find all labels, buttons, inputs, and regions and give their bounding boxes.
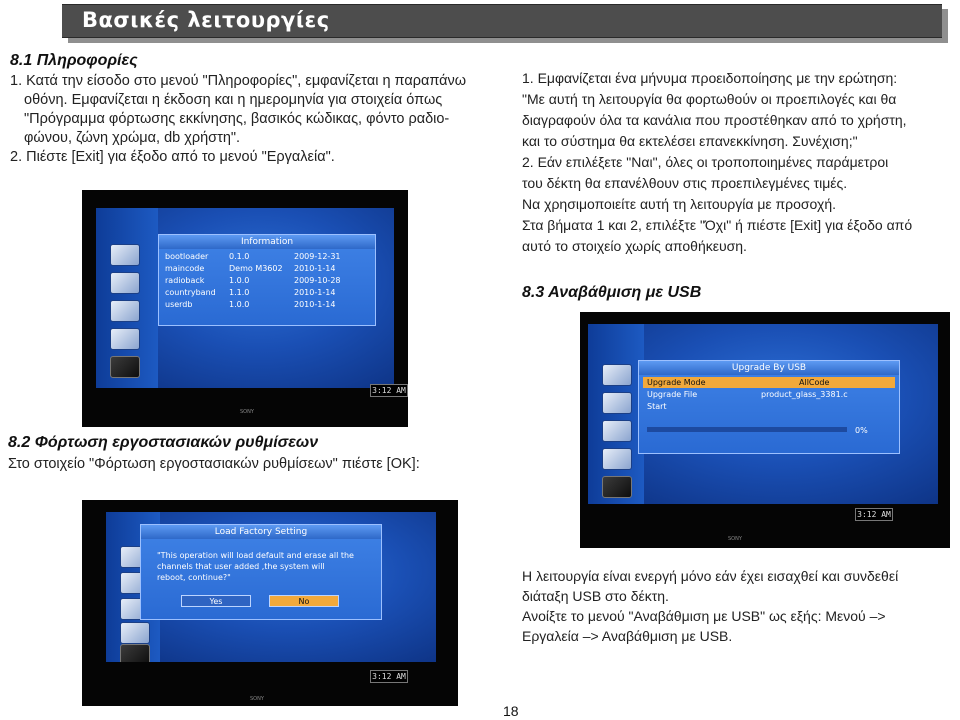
section-8-1-text xyxy=(10,72,466,167)
progress-percent: 0% xyxy=(855,426,868,435)
brand-logo: SONY xyxy=(240,409,254,415)
clock-display: 3:12 AM xyxy=(370,670,408,683)
channel-icon xyxy=(602,364,632,386)
brand-logo: SONY xyxy=(250,696,264,702)
dialog-message-line: channels that user added ,the system will xyxy=(157,562,325,571)
row-version: 1.0.0 xyxy=(229,300,250,309)
information-window xyxy=(158,234,376,326)
window-title: Information xyxy=(159,235,375,249)
page-number: 18 xyxy=(503,703,519,719)
info-row xyxy=(165,300,335,309)
settings-icon xyxy=(602,420,632,442)
row-version: 1.0.0 xyxy=(229,276,250,285)
upgrade-file-value: product_glass_3381.c xyxy=(761,390,848,399)
settings-icon xyxy=(110,300,140,322)
info-screenshot xyxy=(82,190,408,427)
text-line: "Με αυτή τη λειτουργία θα φορτωθούν οι προεπιλογές και θα xyxy=(522,91,897,107)
row-version: 0.1.0 xyxy=(229,252,250,261)
text-line: "Πρόγραμμα φόρτωσης εκκίνησης, βασικός κώδικας, φόντο ραδιο- xyxy=(24,111,450,127)
info-row xyxy=(165,252,341,261)
media-icon xyxy=(110,356,140,378)
row-version: 1.1.0 xyxy=(229,288,250,297)
text-line: διάταξη USB στο δέκτη. xyxy=(522,588,669,604)
dialog-message-line: "This operation will load default and erase all the xyxy=(157,551,354,560)
brand-logo: SONY xyxy=(728,536,742,542)
factory-setting-dialog xyxy=(140,524,382,620)
text-line: 1. Κατά την είσοδο στο μενού "Πληροφορίες", εμφανίζεται η παραπάνω xyxy=(10,73,467,89)
row-name: userdb xyxy=(165,300,193,309)
row-date: 2010-1-14 xyxy=(294,288,336,297)
text-line: 1. Εμφανίζεται ένα μήνυμα προειδοποίησης με την ερώτηση: xyxy=(522,70,898,86)
tv-screen xyxy=(588,324,938,504)
text-line: Στα βήματα 1 και 2, επιλέξτε "Όχι" ή πιέστε [Exit] για έξοδο από xyxy=(522,217,913,233)
text-line: οθόνη. Εμφανίζεται η έκδοση και η ημερομηνία για στοιχεία όπως xyxy=(24,92,443,108)
media-icon xyxy=(602,476,632,498)
row-date: 2009-10-28 xyxy=(294,276,341,285)
clock-display: 3:12 AM xyxy=(370,384,408,397)
tv-screen xyxy=(106,512,436,662)
page-title: Βασικές λειτουργίες xyxy=(82,8,330,32)
text-line: 2. Εάν επιλέξετε "Ναι", όλες οι τροποποιημένες παράμετροι xyxy=(522,154,889,170)
row-name: radioback xyxy=(165,276,205,285)
dialog-message-line: reboot, continue?" xyxy=(157,573,231,582)
usb-upgrade-screenshot xyxy=(580,312,950,548)
text-line: 2. Πιέστε [Exit] για έξοδο από το μενού "Εργαλεία". xyxy=(10,149,335,165)
tv-screen xyxy=(96,208,394,388)
factory-setting-screenshot xyxy=(82,500,458,706)
progress-bar xyxy=(647,427,847,432)
row-date: 2010-1-14 xyxy=(294,300,336,309)
text-line: Να χρησιμοποιείτε αυτή τη λειτουργία με προσοχή. xyxy=(522,196,836,212)
upgrade-mode-label: Upgrade Mode xyxy=(647,378,706,387)
window-title: Load Factory Setting xyxy=(141,525,381,539)
row-name: countryband xyxy=(165,288,216,297)
info-row xyxy=(165,288,335,297)
upgrade-window xyxy=(638,360,900,454)
usb-instructions xyxy=(522,566,898,646)
text-line: διαγραφούν όλα τα κανάλια που προστέθηκαν από το χρήστη, xyxy=(522,112,907,128)
upgrade-file-label: Upgrade File xyxy=(647,390,698,399)
no-button[interactable]: No xyxy=(269,595,339,607)
window-title: Upgrade By USB xyxy=(639,361,899,375)
side-menu xyxy=(96,208,158,388)
text-line: του δέκτη θα επανέλθουν στις προεπιλεγμένες τιμές. xyxy=(522,175,848,191)
info-row xyxy=(165,276,341,285)
row-name: bootloader xyxy=(165,252,209,261)
side-menu xyxy=(588,324,644,504)
picture-icon xyxy=(110,272,140,294)
info-row xyxy=(165,264,335,273)
text-line: αυτό το στοιχείο χωρίς αποθήκευση. xyxy=(522,238,747,254)
header-bar xyxy=(62,4,942,38)
section-8-3-title: 8.3 Αναβάθμιση με USB xyxy=(522,284,702,301)
section-8-2-title: 8.2 Φόρτωση εργοστασιακών ρυθμίσεων xyxy=(8,434,319,451)
row-version: Demo M3602 xyxy=(229,264,283,273)
tools-icon xyxy=(110,328,140,350)
section-8-2-text xyxy=(8,455,420,474)
factory-reset-instructions xyxy=(522,68,912,257)
text-line: Ανοίξτε το μενού "Αναβάθμιση με USB" ως εξής: Μενού –> xyxy=(522,608,886,624)
row-date: 2009-12-31 xyxy=(294,252,341,261)
channel-icon xyxy=(110,244,140,266)
yes-button[interactable]: Yes xyxy=(181,595,251,607)
text-line: Η λειτουργία είναι ενεργή μόνο εάν έχει εισαχθεί και συνδεθεί xyxy=(522,568,899,584)
picture-icon xyxy=(602,392,632,414)
media-icon xyxy=(120,644,150,662)
text-line: και το σύστημα θα εκτελέσει επανεκκίνηση. Συνέχιση;" xyxy=(522,133,858,149)
text-line: Στο στοιχείο "Φόρτωση εργοστασιακών ρυθμίσεων" πιέστε [OK]: xyxy=(8,456,420,472)
upgrade-mode-value: AllCode xyxy=(799,378,830,387)
tools-icon xyxy=(602,448,632,470)
section-8-1-title: 8.1 Πληροφορίες xyxy=(10,52,138,69)
row-date: 2010-1-14 xyxy=(294,264,336,273)
text-line: Εργαλεία –> Αναβάθμιση με USB. xyxy=(522,628,733,644)
row-name: maincode xyxy=(165,264,205,273)
start-label: Start xyxy=(647,402,667,411)
text-line: φώνου, ζώνη χρώμα, db χρήστη". xyxy=(24,130,241,146)
tools-icon xyxy=(120,622,150,644)
clock-display: 3:12 AM xyxy=(855,508,893,521)
